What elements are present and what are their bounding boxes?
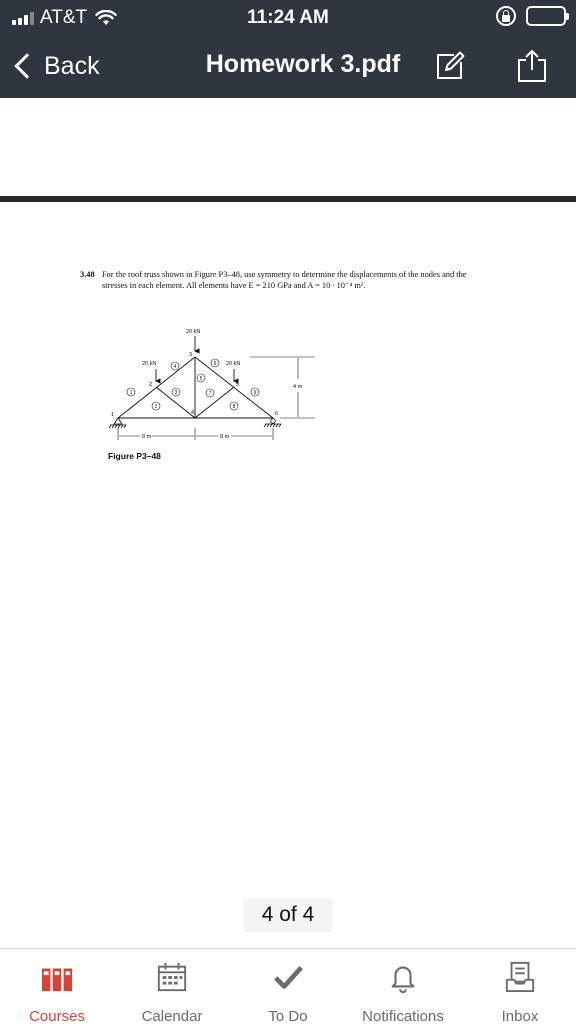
page-indicator: 4 of 4 [243, 898, 333, 932]
page-title: Homework 3.pdf [205, 50, 401, 78]
node-label-6: 6 [275, 411, 279, 417]
element-label-1: 1 [129, 390, 133, 396]
tab-notifications[interactable] [350, 949, 456, 1024]
load-label-top: 20 kN [186, 329, 201, 335]
element-label-6: 6 [213, 361, 217, 367]
element-label-9: 9 [253, 390, 257, 396]
element-label-4: 4 [173, 364, 177, 370]
element-label-2: 2 [154, 404, 158, 410]
dimension-height: 4 m [293, 384, 303, 390]
todo-check-icon [271, 961, 305, 993]
status-time: 11:24 AM [247, 7, 329, 28]
current-page [0, 202, 576, 948]
nav-bar [0, 36, 576, 98]
tab-calendar[interactable] [128, 949, 216, 1024]
tab-label: Inbox [501, 1008, 539, 1024]
tab-bar [0, 948, 576, 1024]
tab-todo[interactable] [246, 949, 330, 1024]
problem-number: 3.48 [80, 270, 95, 279]
tab-label: Calendar [141, 1008, 203, 1024]
chevron-left-icon [14, 53, 39, 78]
problem-statement [80, 270, 490, 291]
truss-figure [100, 324, 330, 454]
node-label-4: 4 [191, 410, 195, 416]
figure-caption: Figure P3–48 [108, 451, 161, 461]
status-bar [0, 0, 576, 36]
node-label-1: 1 [111, 412, 115, 418]
node-label-3: 3 [189, 352, 193, 358]
load-label-right: 20 kN [226, 361, 241, 367]
tab-label: Notifications [362, 1008, 444, 1024]
back-button[interactable] [8, 46, 100, 86]
tab-label: Courses [29, 1008, 85, 1024]
previous-page [0, 98, 576, 196]
battery-icon [526, 6, 566, 26]
inbox-icon [503, 961, 537, 993]
element-label-3: 3 [174, 390, 178, 396]
annotate-edit-icon[interactable] [434, 50, 466, 82]
tab-label: To Do [268, 1008, 308, 1024]
element-label-5: 5 [199, 376, 203, 382]
problem-text: For the roof truss shown in Figure P3–48, use symmetry to determine the displacements of the nodes and the stresses in each element. All elements have E = 210 GPa and A = 10 ∙ 10⁻⁴ m². [102, 270, 467, 290]
pdf-viewer[interactable] [0, 98, 576, 948]
back-label: Back [44, 51, 100, 80]
dimension-right: 8 m [220, 434, 230, 440]
load-label-left: 20 kN [142, 361, 157, 367]
node-label-5: 5 [236, 382, 240, 388]
carrier-label: AT&T [40, 7, 88, 28]
dimension-left: 8 m [142, 434, 152, 440]
share-icon[interactable] [514, 48, 550, 84]
tab-courses[interactable] [14, 949, 100, 1024]
element-label-8: 8 [232, 404, 236, 410]
calendar-icon [155, 961, 189, 993]
element-label-7: 7 [208, 391, 212, 397]
node-label-2: 2 [149, 382, 153, 388]
courses-icon [40, 961, 74, 993]
rotation-lock-icon [496, 6, 516, 26]
tab-inbox[interactable] [484, 949, 556, 1024]
bell-icon [386, 961, 420, 993]
